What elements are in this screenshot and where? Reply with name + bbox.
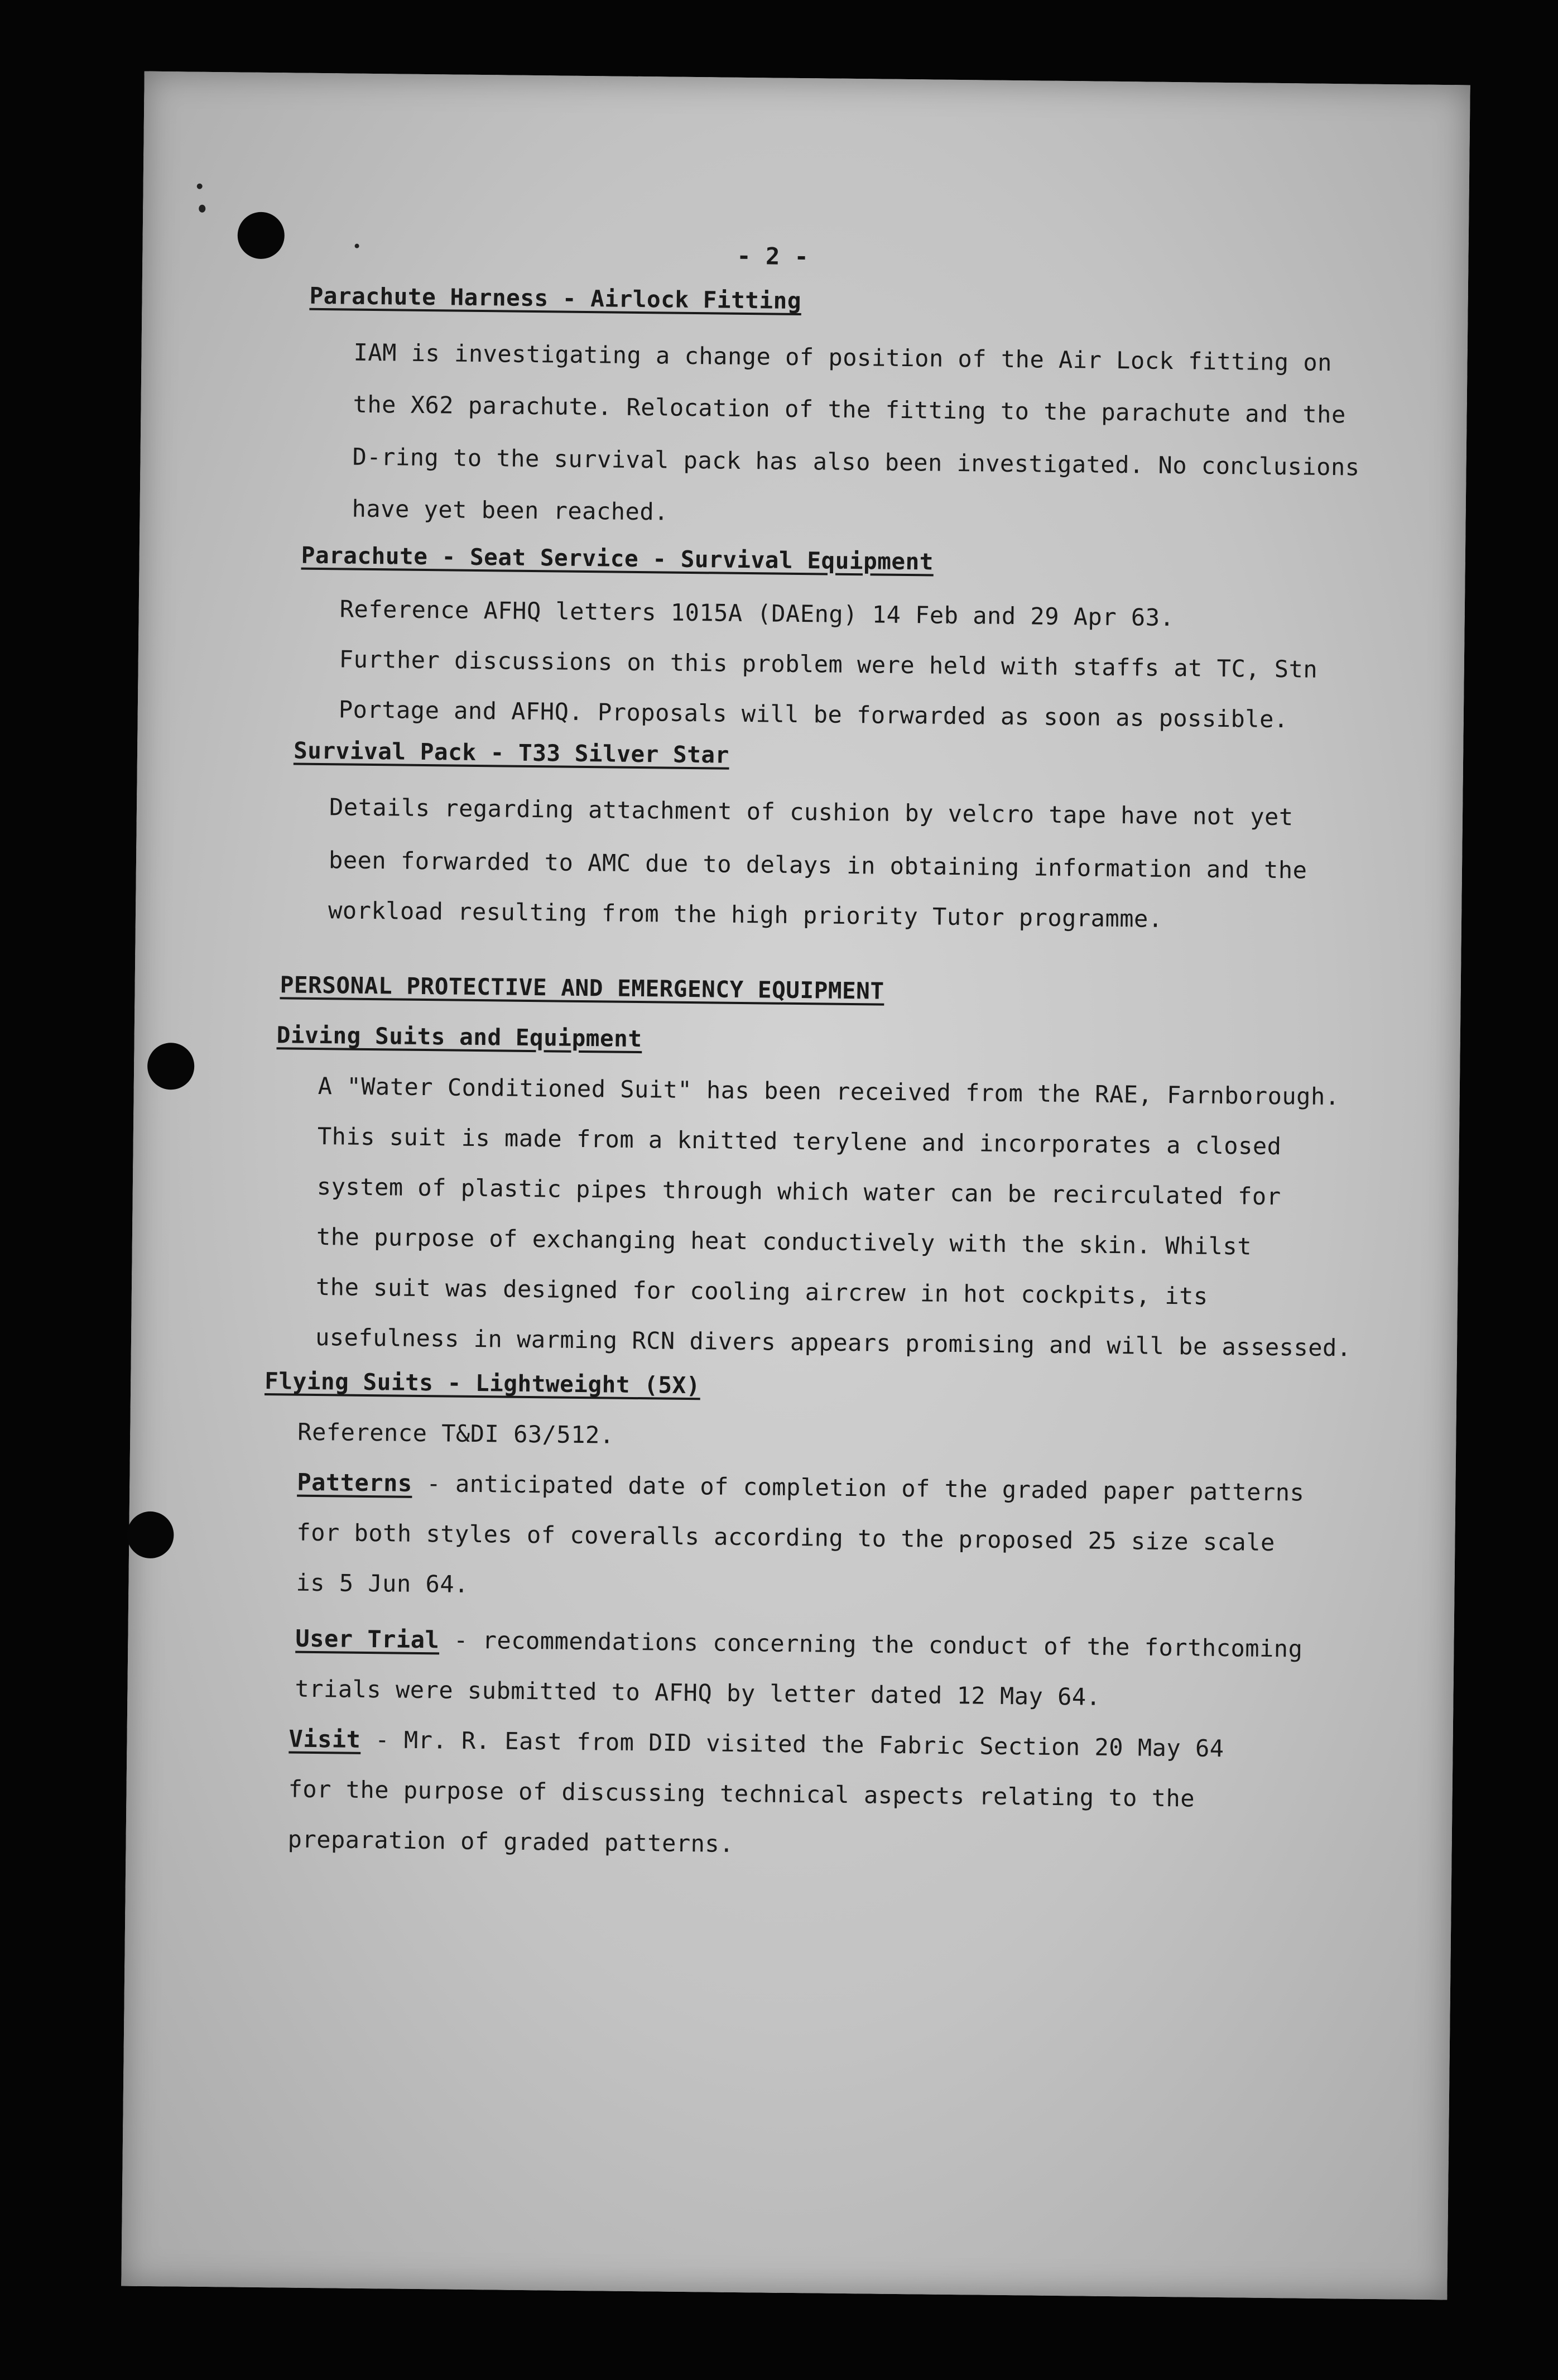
main-heading: PERSONAL PROTECTIVE AND EMERGENCY EQUIPMENT bbox=[280, 971, 884, 1005]
body-line: for the purpose of discussing technical aspects relating to the bbox=[288, 1775, 1195, 1812]
body-line: preparation of graded patterns. bbox=[287, 1825, 734, 1858]
item-text: - anticipated date of completion of the graded paper patterns bbox=[412, 1469, 1305, 1506]
body-line: A "Water Conditioned Suit" has been received from the RAE, Farnborough. bbox=[318, 1072, 1340, 1111]
body-line: IAM is investigating a change of position of the Air Lock fitting on bbox=[353, 338, 1333, 376]
item-label: User Trial bbox=[295, 1624, 440, 1654]
document-page bbox=[121, 71, 1470, 2300]
body-line: Further discussions on this problem were held with staffs at TC, Stn bbox=[339, 645, 1318, 683]
body-line: system of plastic pipes through which water can be recirculated for bbox=[316, 1173, 1281, 1211]
body-line: the X62 parachute. Relocation of the fitting to the parachute and the bbox=[353, 390, 1347, 429]
body-line: the purpose of exchanging heat conductively with the skin. Whilst bbox=[316, 1223, 1252, 1260]
body-line: usefulness in warming RCN divers appears promising and will be assessed. bbox=[315, 1323, 1352, 1362]
body-line: Reference AFHQ letters 1015A (DAEng) 14 Feb and 29 Apr 63. bbox=[339, 595, 1175, 632]
item-label: Visit bbox=[288, 1725, 361, 1753]
section-heading: Parachute Harness - Airlock Fitting bbox=[309, 282, 802, 315]
body-line: This suit is made from a knitted terylene and incorporates a closed bbox=[317, 1122, 1282, 1160]
item-label: Patterns bbox=[297, 1468, 412, 1497]
body-line: D-ring to the survival pack has also been investigated. No conclusions bbox=[352, 443, 1360, 481]
item-text: - Mr. R. East from DID visited the Fabric Section 20 May 64 bbox=[360, 1725, 1224, 1763]
body-line: is 5 Jun 64. bbox=[296, 1568, 469, 1598]
body-line: the suit was designed for cooling aircrew in hot cockpits, its bbox=[315, 1273, 1208, 1310]
list-item bbox=[295, 1625, 1302, 1663]
body-line: trials were submitted to AFHQ by letter dated 12 May 64. bbox=[295, 1674, 1101, 1711]
section-heading: Flying Suits - Lightweight (5X) bbox=[265, 1367, 701, 1399]
body-line: have yet been reached. bbox=[352, 495, 669, 526]
reference-line: Reference T&DI 63/512. bbox=[297, 1418, 614, 1449]
body-line: been forwarded to AMC due to delays in obtaining information and the bbox=[328, 846, 1307, 884]
body-line: Details regarding attachment of cushion by velcro tape have not yet bbox=[329, 793, 1293, 831]
item-text: - recommendations concerning the conduct of the forthcoming bbox=[439, 1626, 1303, 1663]
page-number: - 2 - bbox=[737, 242, 809, 271]
body-line: for both styles of coveralls according to the proposed 25 size scale bbox=[296, 1518, 1276, 1557]
body-line: Portage and AFHQ. Proposals will be forwarded as soon as possible. bbox=[338, 695, 1288, 733]
section-heading: Parachute - Seat Service - Survival Equipment bbox=[301, 541, 934, 575]
list-item bbox=[288, 1725, 1224, 1763]
body-line: workload resulting from the high priority Tutor programme. bbox=[328, 896, 1163, 933]
typed-text bbox=[121, 71, 1470, 2300]
section-heading: Survival Pack - T33 Silver Star bbox=[293, 737, 730, 769]
list-item bbox=[297, 1469, 1304, 1506]
section-heading: Diving Suits and Equipment bbox=[276, 1021, 642, 1053]
